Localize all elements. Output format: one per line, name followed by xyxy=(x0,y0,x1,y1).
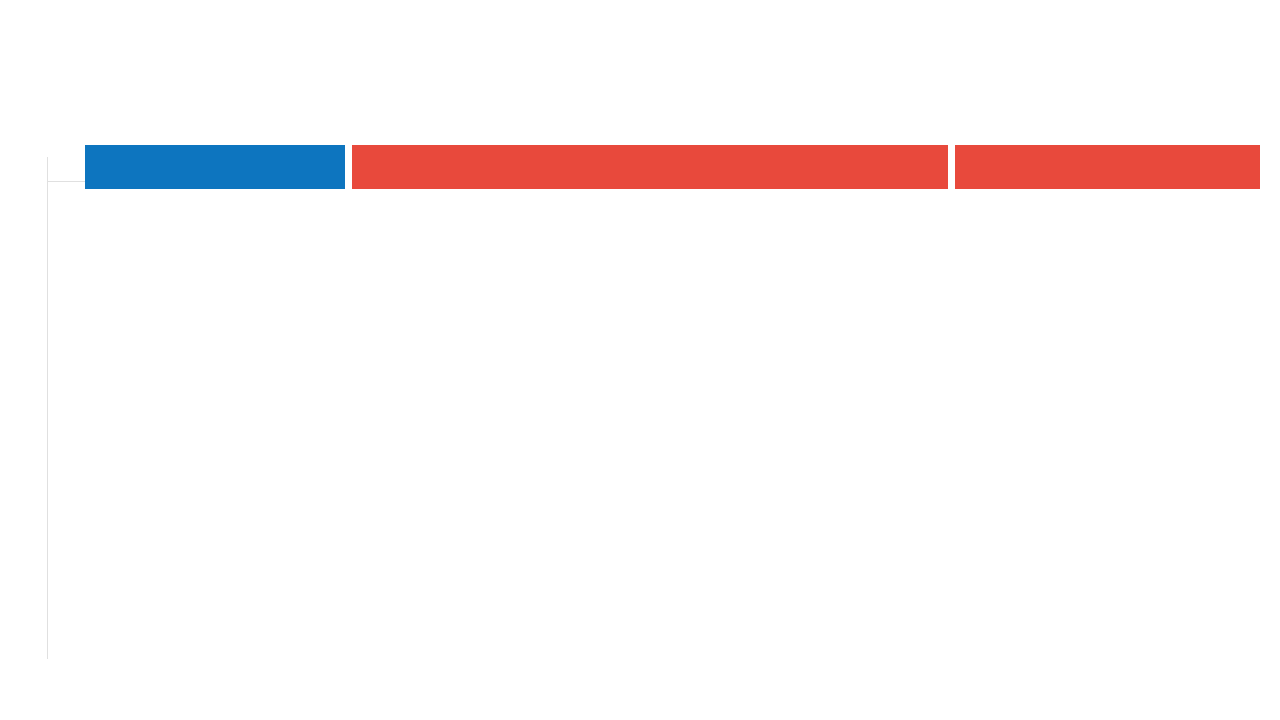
header-reasons xyxy=(85,145,345,189)
connector-vertical-line xyxy=(47,157,48,659)
header-description xyxy=(352,145,948,189)
header-tip xyxy=(955,145,1260,189)
connector-horizontal-line xyxy=(47,181,85,182)
reasons-table xyxy=(85,145,1260,191)
table-header-row xyxy=(85,145,1260,189)
